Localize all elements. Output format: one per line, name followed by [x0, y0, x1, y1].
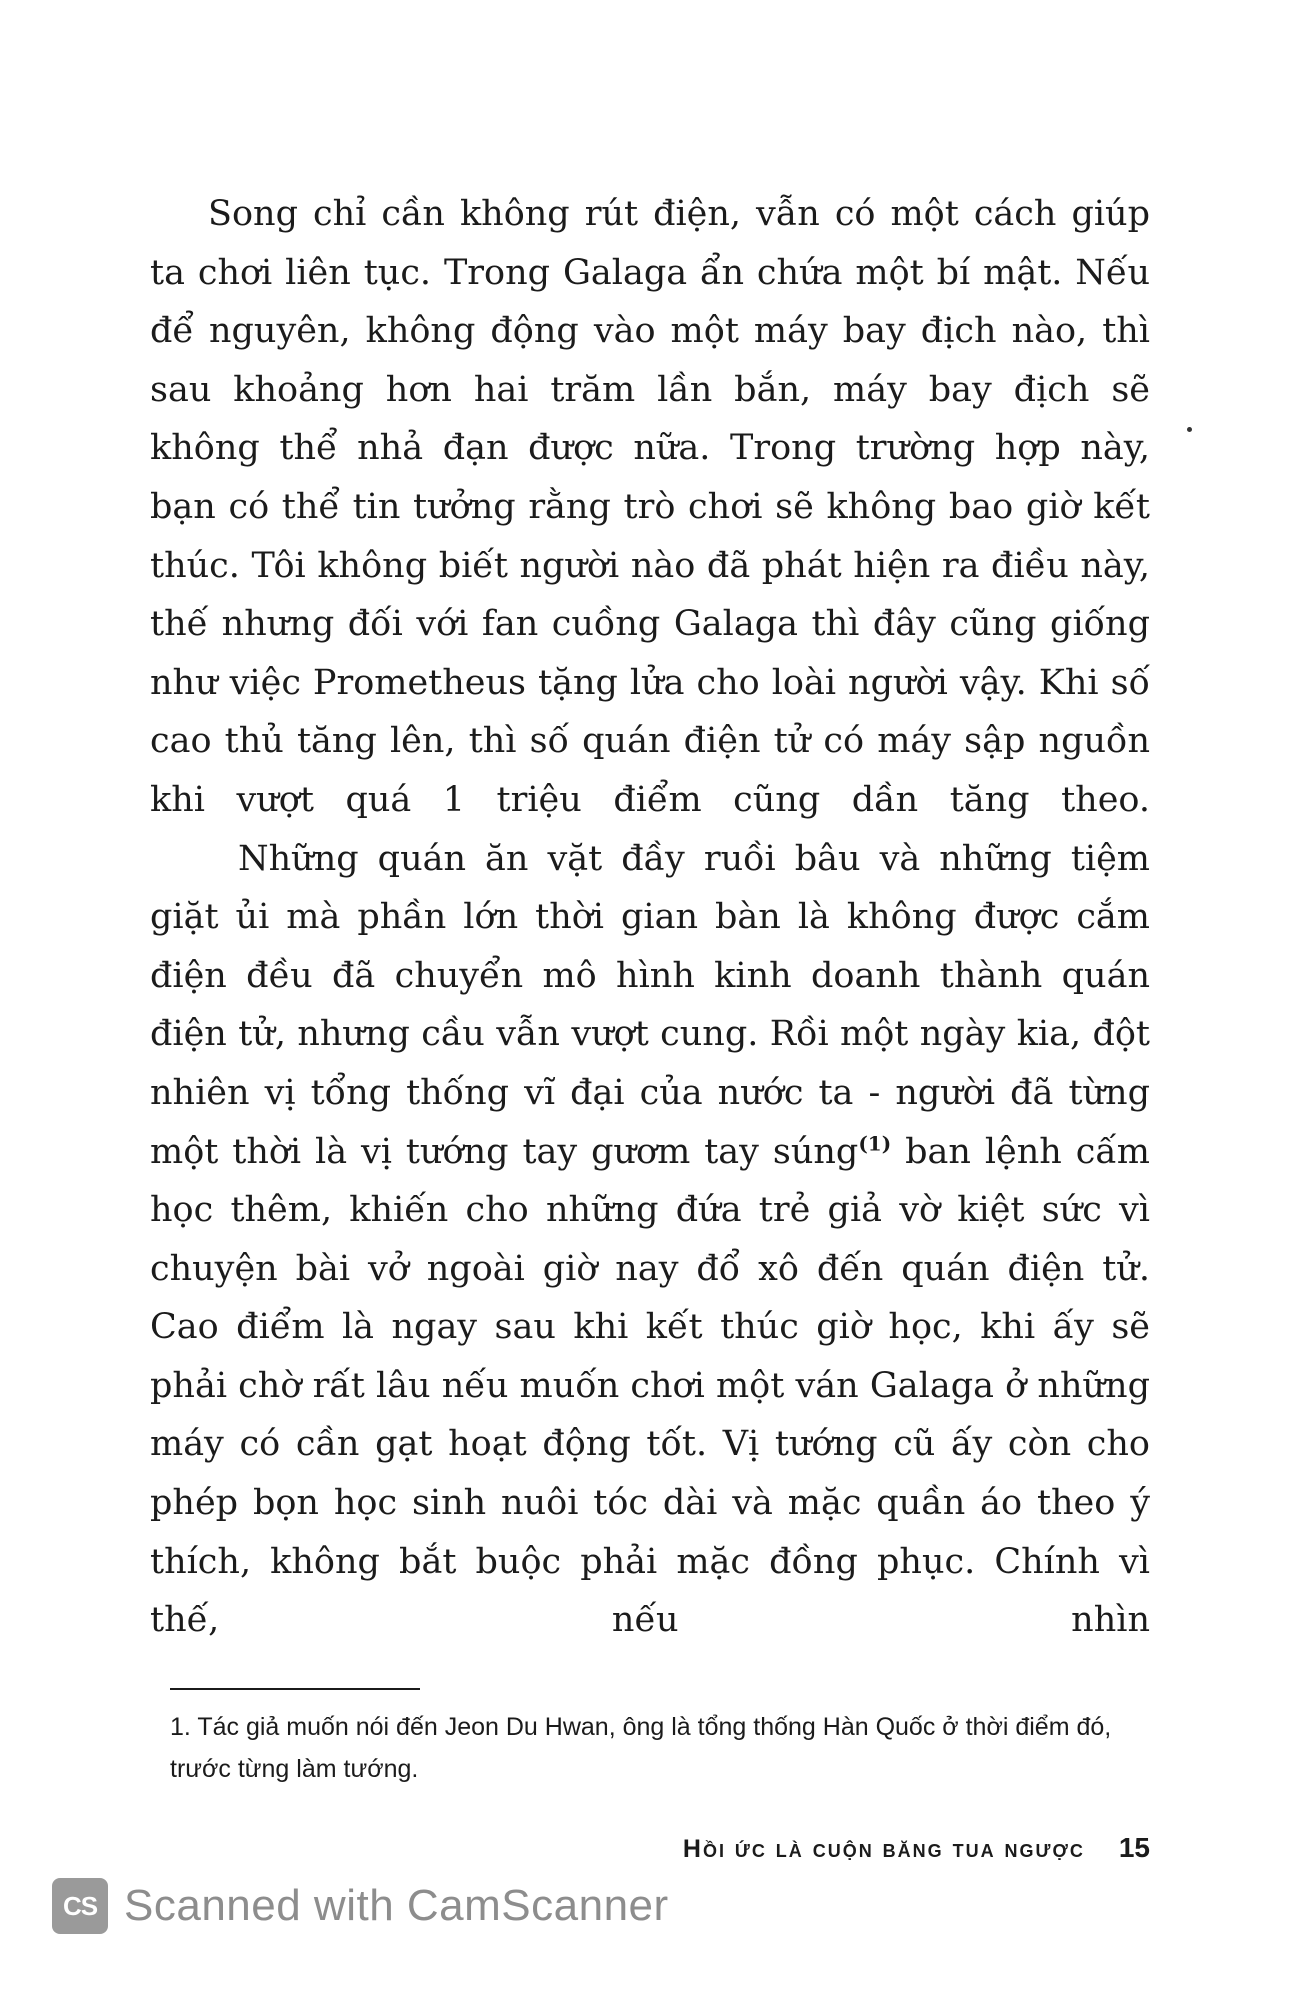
body-text: [150, 185, 1150, 1650]
footnote-divider: [170, 1688, 420, 1690]
footnote-reference: (1): [858, 1130, 892, 1155]
footnote: 1. Tác giả muốn nói đến Jeon Du Hwan, ông là tổng thống Hàn Quốc ở thời điểm đó, trước từng làm tướng.: [170, 1713, 1112, 1783]
scan-speck: [1187, 427, 1192, 432]
camscanner-logo-icon: CS: [52, 1878, 108, 1934]
watermark-text: Scanned with CamScanner: [124, 1881, 669, 1930]
paragraph-2-part-2: ban lệnh cấm học thêm, khiến cho những đứa trẻ giả vờ kiệt sức vì chuyện bài vở ngoài giờ nay đổ xô đến quán điện tử. Cao điểm là ngay sau khi kết thúc giờ học, khi ấy sẽ phải chờ rất lâu nếu muốn chơi một ván Galaga ở những máy có cần gạt hoạt động tốt. Vị tướng cũ ấy còn cho phép bọn học sinh nuôi tóc dài và mặc quần áo theo ý thích, không bắt buộc phải mặc đồng phục. Chính vì thế, nếu nhìn: [150, 1131, 1150, 1641]
running-footer: [560, 1832, 1150, 1864]
paragraph-1: Song chỉ cần không rút điện, vẫn có một cách giúp ta chơi liên tục. Trong Galaga ẩn chứa một bí mật. Nếu để nguyên, không động vào một máy bay địch nào, thì sau khoảng hơn hai trăm lần bắn, máy bay địch sẽ không thể nhả đạn được nữa. Trong trường hợp này, bạn có thể tin tưởng rằng trò chơi sẽ không bao giờ kết thúc. Tôi không biết người nào đã phát hiện ra điều này, thế nhưng đối với fan cuồng Galaga thì đây cũng giống như việc Prometheus tặng lửa cho loài người vậy. Khi số cao thủ tăng lên, thì số quán điện tử có máy sập nguồn khi vượt quá 1 triệu điểm cũng dần tăng theo.: [150, 194, 1150, 820]
paragraph-2: [150, 830, 1150, 1650]
camscanner-watermark: [52, 1874, 669, 1938]
paragraph-2-part-1: Những quán ăn vặt đầy ruồi bâu và những tiệm giặt ủi mà phần lớn thời gian bàn là không được cắm điện đều đã chuyển mô hình kinh doanh thành quán điện tử, nhưng cầu vẫn vượt cung. Rồi một ngày kia, đột nhiên vị tổng thống vĩ đại của nước ta - người đã từng một thời là vị tướng tay gươm tay súng: [150, 838, 1150, 1172]
page-number: 15: [1118, 1832, 1150, 1863]
running-title: Hồi ức là cuộn băng tua ngược: [682, 1835, 1085, 1863]
